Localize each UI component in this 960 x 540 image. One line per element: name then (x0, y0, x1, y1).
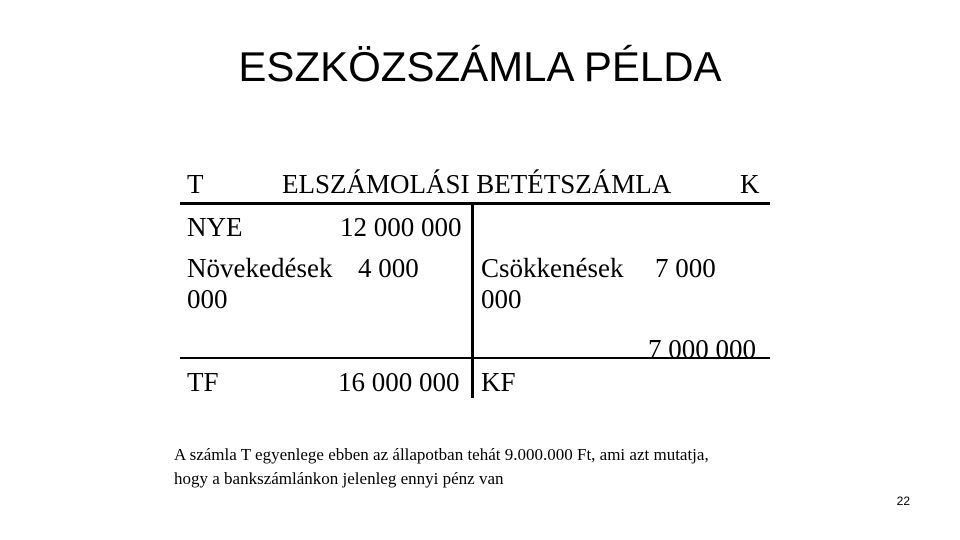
explanation-line-1: A számla T egyenlege ebben az állapotban tehát 9.000.000 Ft, ami azt mutatja, (174, 445, 709, 464)
increase-label: Növekedések (187, 253, 333, 283)
credit-marker: K (740, 169, 760, 199)
opening-balance-label: NYE (187, 212, 243, 242)
page-number: 22 (896, 494, 910, 508)
decrease-label: Csökkenések (481, 253, 624, 283)
closing-balance-label: TF (187, 367, 219, 397)
decrease-value-part1: 7 000 (655, 253, 716, 283)
t-account-top-rule (180, 202, 770, 205)
debit-marker: T (187, 169, 204, 199)
increase-value-part1: 4 000 (358, 253, 419, 283)
explanation-note (174, 443, 874, 491)
opening-balance-value: 12 000 000 (340, 212, 462, 242)
increase-value-part2: 000 (187, 284, 228, 314)
credit-total-value: 7 000 000 (648, 334, 756, 364)
t-account-center-rule (471, 203, 474, 398)
decrease-value-part2: 000 (481, 284, 522, 314)
explanation-line-2: hogy a bankszámlánkon jelenleg ennyi pénz van (174, 469, 504, 488)
account-name: ELSZÁMOLÁSI BETÉTSZÁMLA (282, 169, 672, 199)
debit-total-rule (180, 357, 471, 359)
closing-balance-value: 16 000 000 (338, 367, 460, 397)
closing-credit-label: KF (481, 367, 516, 397)
slide-title: ESZKÖZSZÁMLA PÉLDA (238, 43, 722, 90)
